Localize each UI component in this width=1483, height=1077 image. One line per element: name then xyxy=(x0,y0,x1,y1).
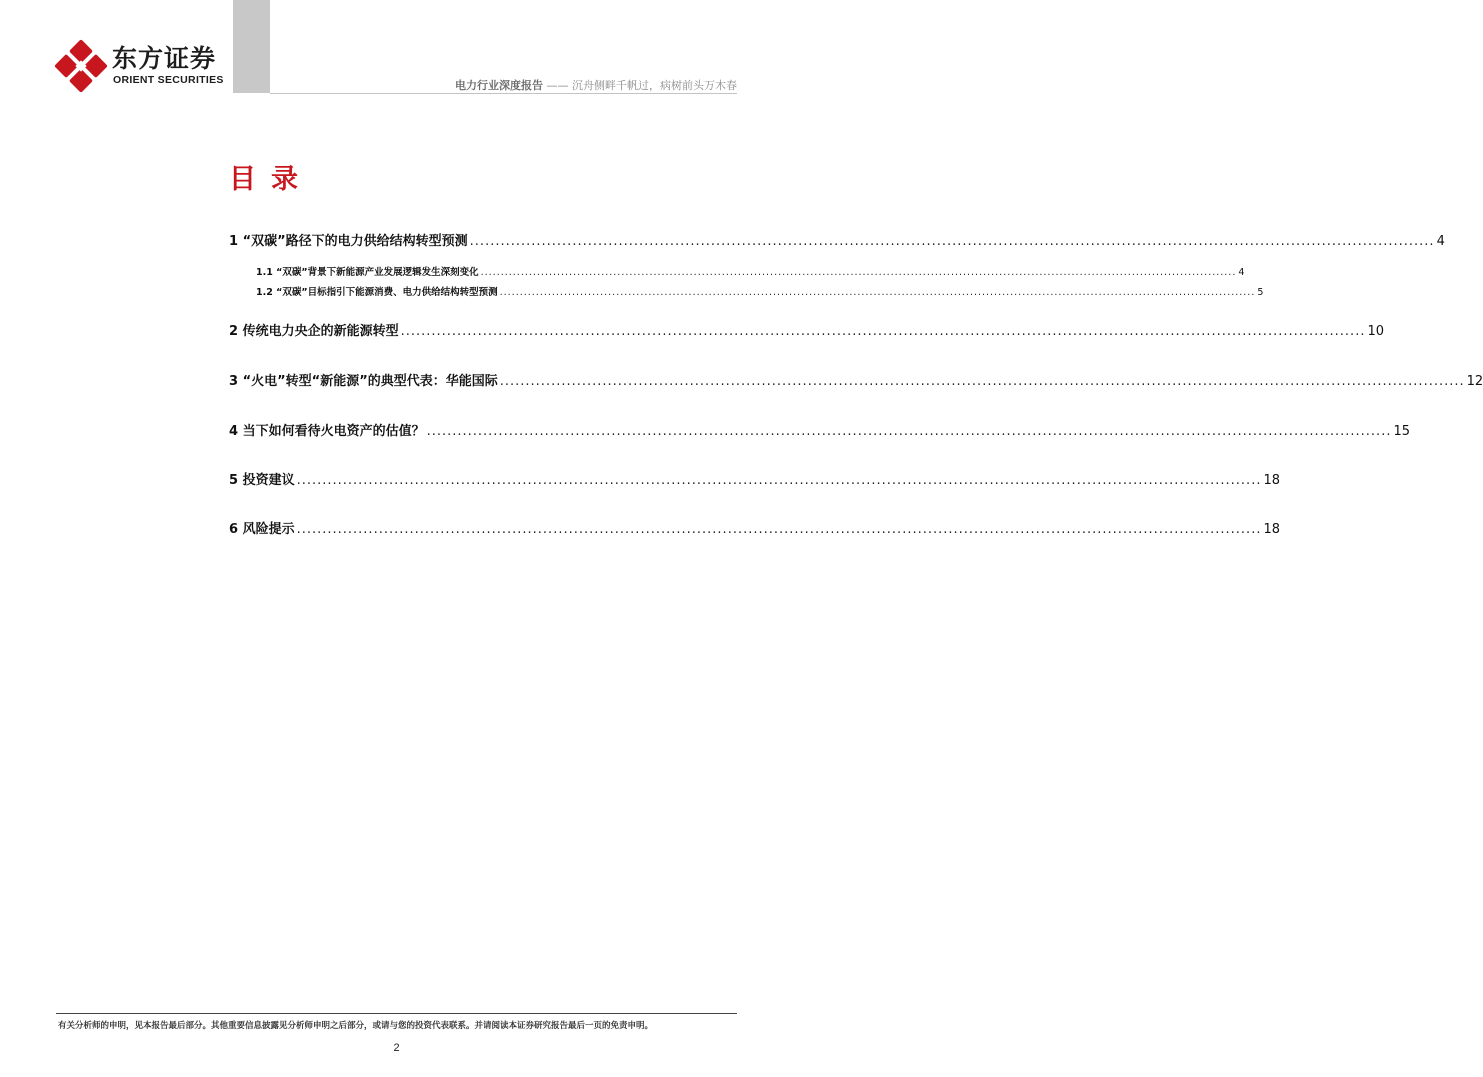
toc-leader-dots: ............................................................................................................................................................................................ xyxy=(469,234,1435,249)
toc-entry-label: 5 投资建议 xyxy=(229,473,295,488)
report-type: 电力行业深度报告 xyxy=(455,79,543,92)
header-separator: —— xyxy=(543,79,572,92)
orient-logo-icon xyxy=(59,44,103,88)
brand-name-en: ORIENT SECURITIES xyxy=(113,74,224,86)
toc-leader-dots: ............................................................................................................................................................................................ xyxy=(296,473,1262,488)
toc-leader-dots: ............................................................................................................................................................................................ xyxy=(480,267,1237,278)
toc-entry-label: 1.1 “双碳”背景下新能源产业发展逻辑发生深刻变化 xyxy=(256,267,479,278)
toc-entry-page: 18 xyxy=(1263,473,1281,488)
toc-entry-page: 5 xyxy=(1257,287,1264,298)
orient-securities-logo xyxy=(59,44,239,90)
toc-entry[interactable] xyxy=(229,323,1385,341)
toc-entry-page: 12 xyxy=(1466,374,1483,389)
toc-leader-dots: ............................................................................................................................................................................................ xyxy=(426,424,1392,439)
toc-entry-page: 10 xyxy=(1367,324,1385,339)
header-divider xyxy=(270,93,737,94)
toc-leader-dots: ............................................................................................................................................................................................ xyxy=(499,374,1465,389)
toc-entry[interactable] xyxy=(229,423,1411,441)
report-header xyxy=(455,79,737,93)
toc-entry[interactable] xyxy=(229,233,1445,251)
toc-entry-label: 6 风险提示 xyxy=(229,522,295,537)
toc-entry-page: 4 xyxy=(1436,234,1445,249)
toc-entry-label: 1 “双碳”路径下的电力供给结构转型预测 xyxy=(229,234,468,249)
brand-name-cn: 东方证券 xyxy=(112,44,217,73)
page-number: 2 xyxy=(393,1042,400,1054)
toc-entry[interactable] xyxy=(229,472,1281,490)
footer-disclaimer: 有关分析师的申明，见本报告最后部分。其他重要信息披露见分析师申明之后部分，或请与您的投资代表联系。并请阅读本证券研究报告最后一页的免责申明。 xyxy=(58,1021,654,1031)
toc-entry[interactable] xyxy=(229,373,1483,391)
toc-entry-label: 4 当下如何看待火电资产的估值？ xyxy=(229,424,425,439)
toc-entry-page: 18 xyxy=(1263,522,1281,537)
report-subtitle: 沉舟侧畔千帆过，病树前头万木春 xyxy=(572,79,737,92)
toc-entry-label: 3 “火电”转型“新能源”的典型代表：华能国际 xyxy=(229,374,498,389)
toc-entry-label: 1.2 “双碳”目标指引下能源消费、电力供给结构转型预测 xyxy=(256,287,498,298)
footer-divider xyxy=(56,1013,737,1014)
toc-entry[interactable] xyxy=(256,266,1245,280)
toc-entry-label: 2 传统电力央企的新能源转型 xyxy=(229,324,399,339)
toc-entry-page: 15 xyxy=(1393,424,1411,439)
toc-leader-dots: ............................................................................................................................................................................................ xyxy=(499,287,1256,298)
toc-entry-page: 4 xyxy=(1238,267,1245,278)
toc-leader-dots: ............................................................................................................................................................................................ xyxy=(296,522,1262,537)
toc-title: 目录 xyxy=(229,164,313,195)
toc-leader-dots: ............................................................................................................................................................................................ xyxy=(400,324,1366,339)
toc-entry[interactable] xyxy=(229,521,1281,539)
toc-entry[interactable] xyxy=(256,286,1264,300)
